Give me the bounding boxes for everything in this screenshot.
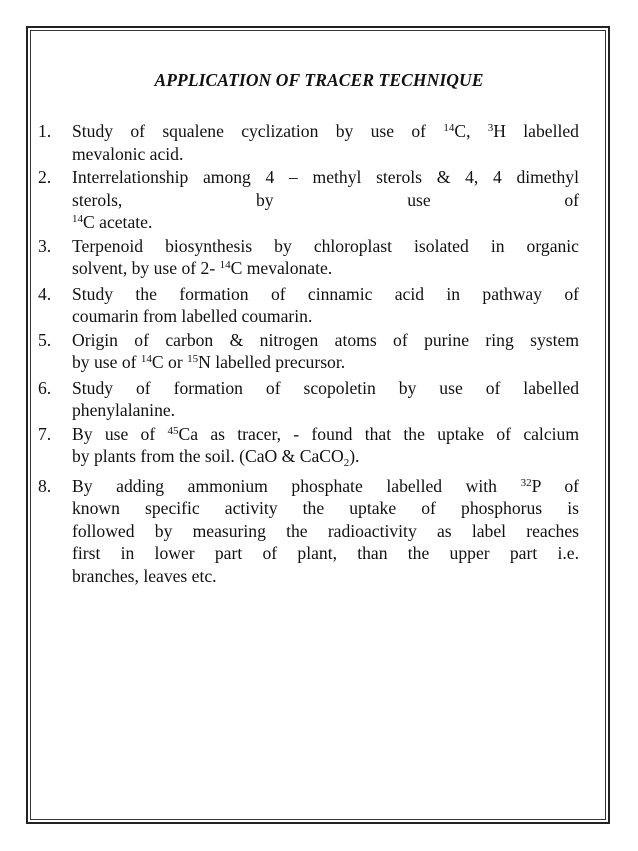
list-item-line	[72, 497, 579, 520]
text-run: C acetate.	[83, 212, 153, 232]
list-item-line	[72, 211, 579, 234]
superscript-isotope: 45	[167, 424, 179, 437]
superscript-isotope: 14	[72, 213, 83, 225]
list-item-line	[72, 329, 579, 352]
list-item-line	[72, 542, 579, 565]
list-item-line	[72, 235, 579, 258]
superscript-isotope: 14	[443, 122, 455, 134]
text-run: C or	[151, 352, 188, 372]
text-run: C mevalonate.	[230, 258, 333, 278]
text-run: N labelled precursor.	[198, 352, 346, 372]
list-item	[38, 377, 579, 422]
text-run: Study of formation of scopoletin by use of labelled	[72, 377, 579, 398]
text-run: By use of	[72, 423, 168, 444]
list-item-line	[72, 283, 579, 306]
superscript-isotope: 32	[520, 476, 532, 489]
list-item-number: 1.	[38, 121, 52, 141]
list-item-number: 6.	[38, 377, 52, 398]
list-item-line	[72, 351, 579, 374]
list-item-number: 2.	[38, 167, 52, 187]
text-run: known specific activity the uptake of phosphorus is	[72, 498, 579, 518]
list-item-line	[72, 257, 579, 280]
text-run: H labelled	[493, 121, 579, 141]
list-item	[38, 235, 579, 280]
text-run: Ca as tracer, - found that the uptake of calcium	[178, 423, 579, 444]
text-run: sterols, by use of	[72, 189, 579, 210]
text-run: Origin of carbon & nitrogen atoms of purine ring system	[72, 329, 579, 350]
list-item-line	[72, 475, 579, 498]
text-run: by plants from the soil. (CaO & CaCO	[72, 446, 344, 466]
text-run: by use of	[72, 352, 141, 372]
superscript-isotope: 3	[487, 122, 494, 134]
text-run: Terpenoid biosynthesis by chloroplast isolated in organic	[72, 235, 579, 256]
list-item-line	[72, 120, 579, 143]
text-run: solvent, by use of 2-	[72, 258, 220, 278]
list-item-line	[72, 305, 579, 328]
text-run: C,	[454, 121, 488, 141]
tracer-application-list	[38, 120, 579, 587]
list-item-number: 3.	[38, 235, 52, 256]
list-item	[38, 423, 579, 471]
list-item-line	[72, 520, 579, 543]
list-item	[38, 166, 579, 234]
list-item-number: 8.	[38, 475, 52, 496]
text-run: mevalonic acid.	[72, 143, 184, 164]
list-item	[38, 475, 579, 588]
list-item	[38, 283, 579, 328]
list-item-line	[72, 423, 579, 446]
text-run: By adding ammonium phosphate labelled with	[72, 475, 521, 496]
text-run: first in lower part of plant, than the upper part i.e.	[72, 543, 579, 563]
list-item-line	[72, 189, 579, 212]
superscript-isotope: 14	[219, 259, 231, 271]
text-run: Study the formation of cinnamic acid in pathway of	[72, 283, 579, 304]
page-title: APPLICATION OF TRACER TECHNIQUE	[154, 70, 484, 90]
text-run: followed by measuring the radioactivity as label reaches	[72, 520, 579, 541]
text-run: P of	[531, 475, 579, 496]
subscript: 2	[343, 457, 350, 469]
list-item-line	[72, 565, 579, 588]
text-run: coumarin from labelled coumarin.	[72, 306, 313, 326]
text-run: Study of squalene cyclization by use of	[72, 121, 444, 141]
list-item-line	[72, 377, 579, 400]
list-item-number: 5.	[38, 329, 52, 350]
list-item-number: 7.	[38, 423, 52, 444]
list-item	[38, 329, 579, 374]
list-item-line	[72, 399, 579, 422]
list-item	[38, 120, 579, 165]
text-run: ).	[349, 446, 360, 466]
text-run: phenylalanine.	[72, 400, 176, 420]
list-item-line	[72, 445, 579, 471]
list-item-line	[72, 143, 579, 166]
list-item-number: 4.	[38, 283, 52, 304]
text-run: Interrelationship among 4 – methyl sterols & 4, 4 dimethyl	[72, 167, 579, 187]
superscript-isotope: 14	[140, 353, 152, 365]
superscript-isotope: 15	[187, 353, 199, 365]
list-item-line	[72, 166, 579, 189]
text-run: branches, leaves etc.	[72, 565, 217, 586]
